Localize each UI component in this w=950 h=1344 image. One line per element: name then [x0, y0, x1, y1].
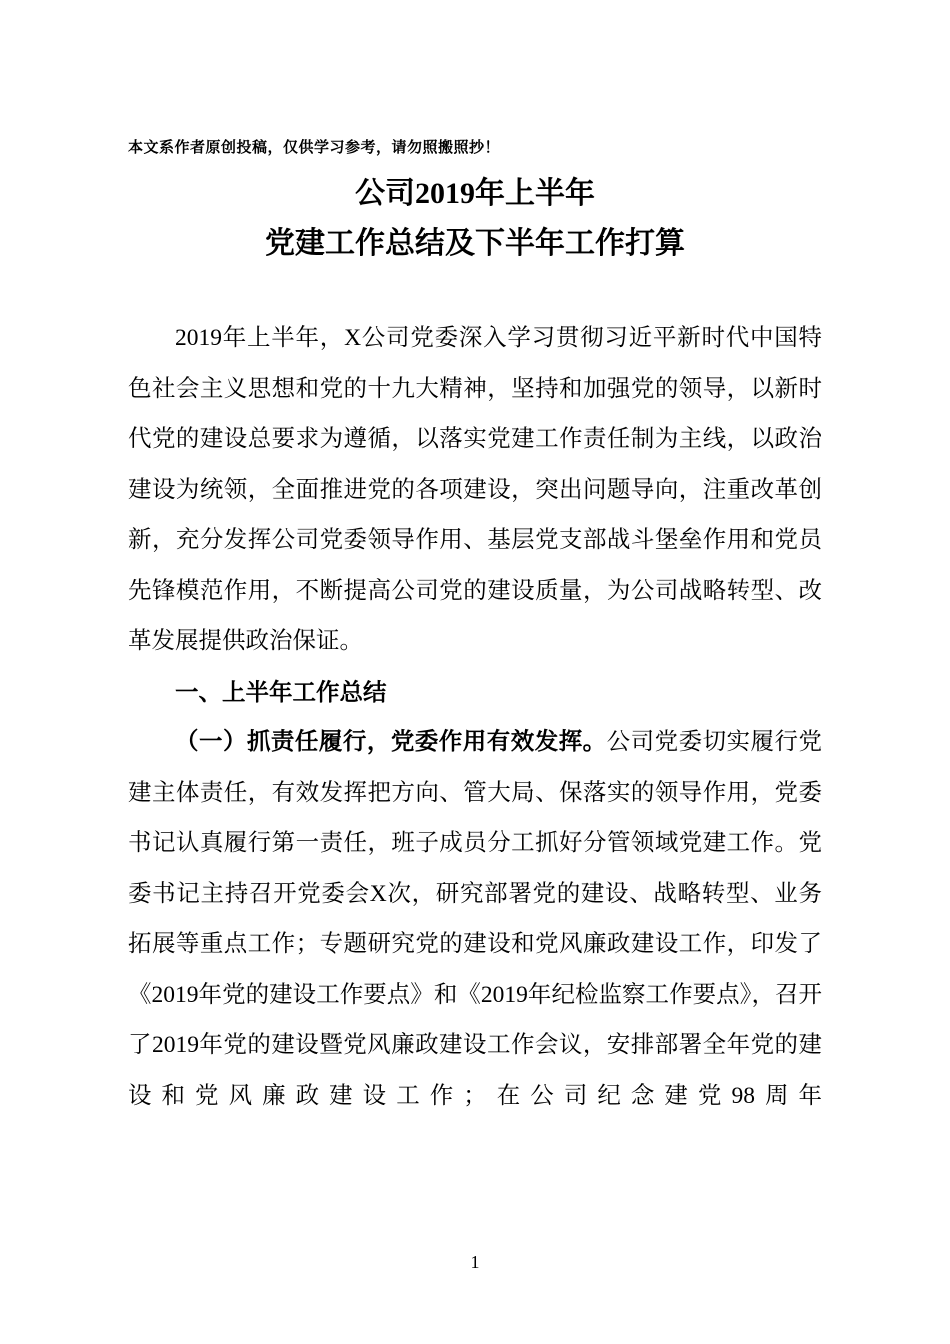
section-paragraph — [128, 717, 822, 1121]
page-number: 1 — [470, 1252, 480, 1272]
document-body — [128, 313, 822, 1121]
paragraph-lead: （一）抓责任履行，党委作用有效发挥。 — [175, 729, 607, 755]
section-heading: 一、上半年工作总结 — [175, 678, 387, 705]
document-title-line-2: 党建工作总结及下半年工作打算 — [265, 227, 685, 260]
copyright-notice: 本文系作者原创投稿，仅供学习参考，请勿照搬照抄！ — [128, 140, 501, 156]
intro-paragraph: 2019年上半年，X公司党委深入学习贯彻习近平新时代中国特色社会主义思想和党的十九大精神，坚持和加强党的领导，以新时代党的建设总要求为遵循，以落实党建工作责任制为主线，以政治建设为统领，全面推进党的各项建设，突出问题导向，注重改革创新，充分发挥公司党委领导作用、基层党支部战斗堡垒作用和党员先锋模范作用，不断提高公司党的建设质量，为公司战略转型、改革发展提供政治保证。 — [128, 325, 822, 654]
paragraph-text: 公司党委切实履行党建主体责任，有效发挥把方向、管大局、保落实的领导作用，党委书记认真履行第一责任，班子成员分工抓好分管领域党建工作。党委书记主持召开党委会X次，研究部署党的建设、战略转型、业务拓展等重点工作；专题研究党的建设和党风廉政建设工作，印发了《2019年党的建设工作要点》和《2019年纪检监察工作要点》，召开了2019年党的建设暨党风廉政建设工作会议，安排部署全年党的建设和党风廉政建设工作；在公司纪念建党98周年 — [128, 729, 823, 1109]
document-title-line-1: 公司2019年上半年 — [355, 177, 595, 210]
